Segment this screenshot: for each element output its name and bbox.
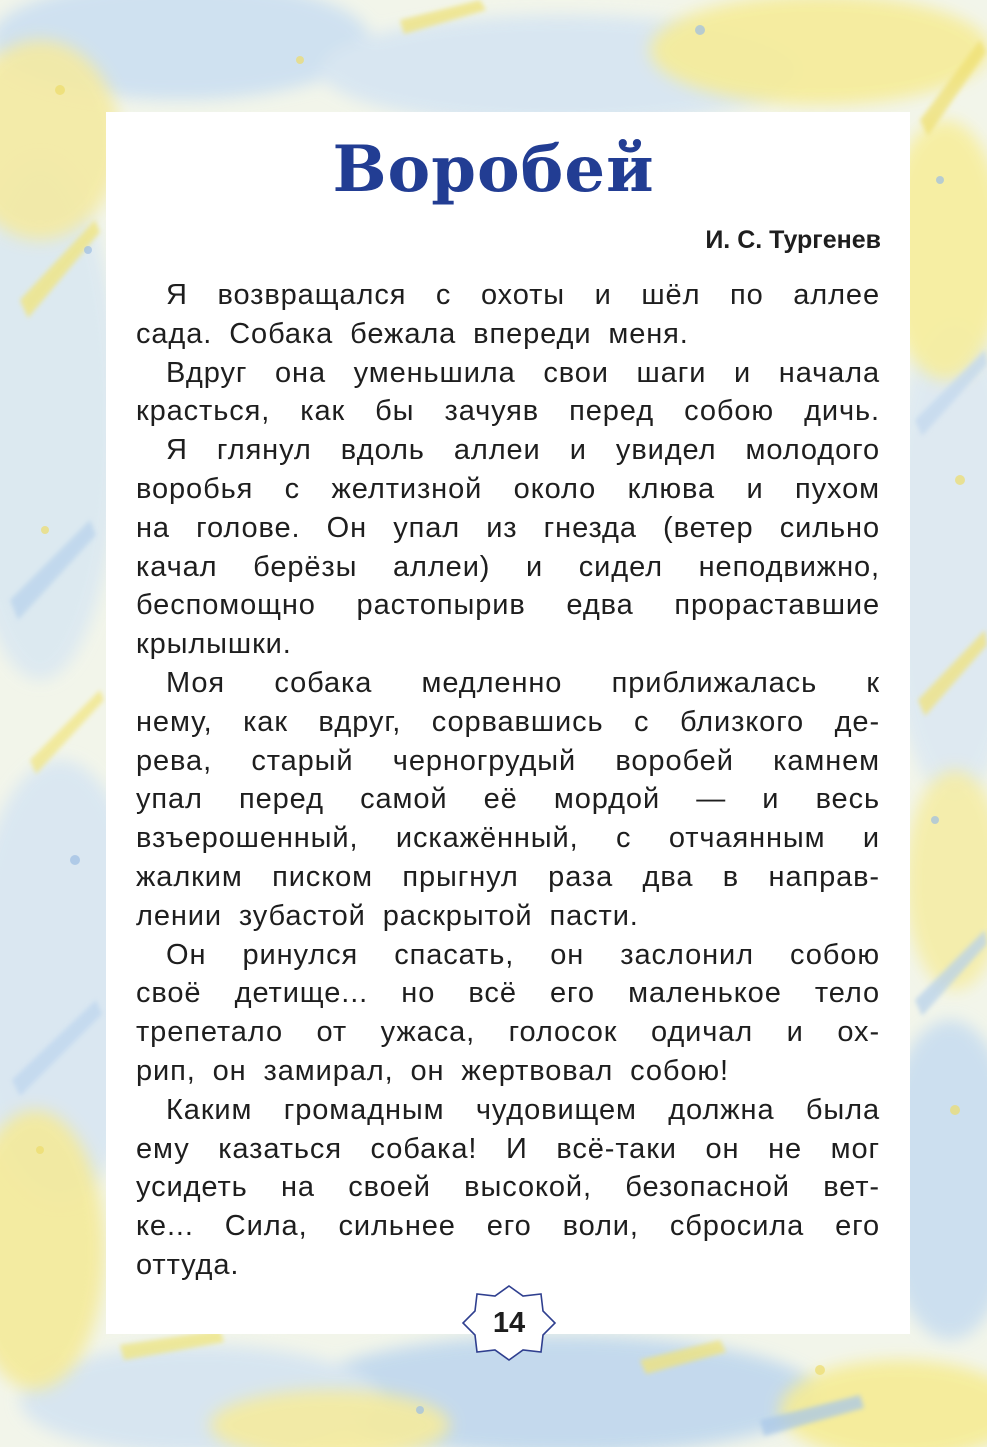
text-line-content: на голове. Он упал из гнезда (ветер сильно bbox=[136, 511, 880, 544]
text-line bbox=[136, 276, 880, 315]
text-line-content: своё детище... но всё его маленькое тело bbox=[136, 977, 880, 1010]
text-line-content: Моя собака медленно приближалась к bbox=[166, 666, 880, 699]
text-line-content: нему, как вдруг, сорвавшись с близкого де- bbox=[136, 705, 880, 738]
text-line bbox=[136, 1130, 880, 1169]
story-title: Воробей bbox=[332, 132, 655, 207]
story-text bbox=[136, 276, 880, 1285]
text-line-content: оттуда. bbox=[136, 1248, 240, 1281]
page-number: 14 bbox=[492, 1307, 526, 1339]
text-line-content: Я возвращался с охоты и шёл по аллее bbox=[166, 279, 880, 311]
text-line-content: красться, как бы зачуяв перед собою дичь. bbox=[136, 395, 880, 428]
text-line bbox=[136, 1246, 880, 1285]
text-line bbox=[136, 431, 880, 470]
text-line bbox=[136, 742, 880, 781]
text-line bbox=[136, 897, 880, 936]
text-line-content: взъерошенный, искажённый, с отчаянным и bbox=[136, 822, 880, 855]
text-line bbox=[136, 1091, 880, 1130]
text-line bbox=[136, 548, 880, 587]
text-line-content: упал перед самой её мордой — и весь bbox=[136, 783, 880, 816]
text-line-content: воробья с желтизной около клюва и пухом bbox=[136, 472, 880, 505]
text-line bbox=[136, 974, 880, 1013]
text-line-content: Каким громадным чудовищем должна была bbox=[166, 1093, 880, 1126]
text-line-content: Вдруг она уменьшила свои шаги и начала bbox=[166, 356, 880, 389]
text-line bbox=[136, 1207, 880, 1246]
text-line bbox=[136, 586, 880, 625]
text-line-content: Он ринулся спасать, он заслонил собою bbox=[166, 938, 880, 971]
text-line-content: ке... Сила, сильнее его воли, сбросила его bbox=[136, 1210, 880, 1243]
text-line bbox=[136, 1052, 880, 1091]
text-line bbox=[136, 315, 880, 354]
text-line-content: сада. Собака бежала впереди меня. bbox=[136, 317, 689, 350]
text-line-content: трепетало от ужаса, голосок одичал и ох- bbox=[136, 1016, 880, 1049]
text-line bbox=[136, 664, 880, 703]
text-line bbox=[136, 625, 880, 664]
text-line-content: жалким писком прыгнул раза два в направ- bbox=[136, 860, 880, 893]
text-line-content: ему казаться собака! И всё-таки он не мог bbox=[136, 1132, 880, 1165]
text-line bbox=[136, 819, 880, 858]
text-line-content: усидеть на своей высокой, безопасной вет- bbox=[136, 1171, 880, 1204]
text-line bbox=[136, 1168, 880, 1207]
text-line-content: рева, старый черногрудый воробей камнем bbox=[136, 744, 880, 777]
text-line-content: рип, он замирал, он жертвовал собою! bbox=[136, 1054, 729, 1087]
text-line-content: качал берёзы аллеи) и сидел неподвижно, bbox=[136, 550, 880, 583]
text-line bbox=[136, 1013, 880, 1052]
text-line-content: Я глянул вдоль аллеи и увидел молодого bbox=[166, 434, 880, 467]
text-line-content: беспомощно растопырив едва прораставшие bbox=[136, 589, 880, 622]
text-line-content: крылышки. bbox=[136, 628, 292, 661]
text-line bbox=[136, 354, 880, 393]
author-name: И. С. Тургенев bbox=[705, 226, 881, 254]
text-line bbox=[136, 470, 880, 509]
text-line bbox=[136, 858, 880, 897]
text-line bbox=[136, 936, 880, 975]
text-line bbox=[136, 509, 880, 548]
text-line bbox=[136, 392, 880, 431]
text-line bbox=[136, 780, 880, 819]
text-line bbox=[136, 703, 880, 742]
page-number-badge bbox=[461, 1283, 557, 1363]
text-line-content: лении зубастой раскрытой пасти. bbox=[136, 899, 639, 932]
